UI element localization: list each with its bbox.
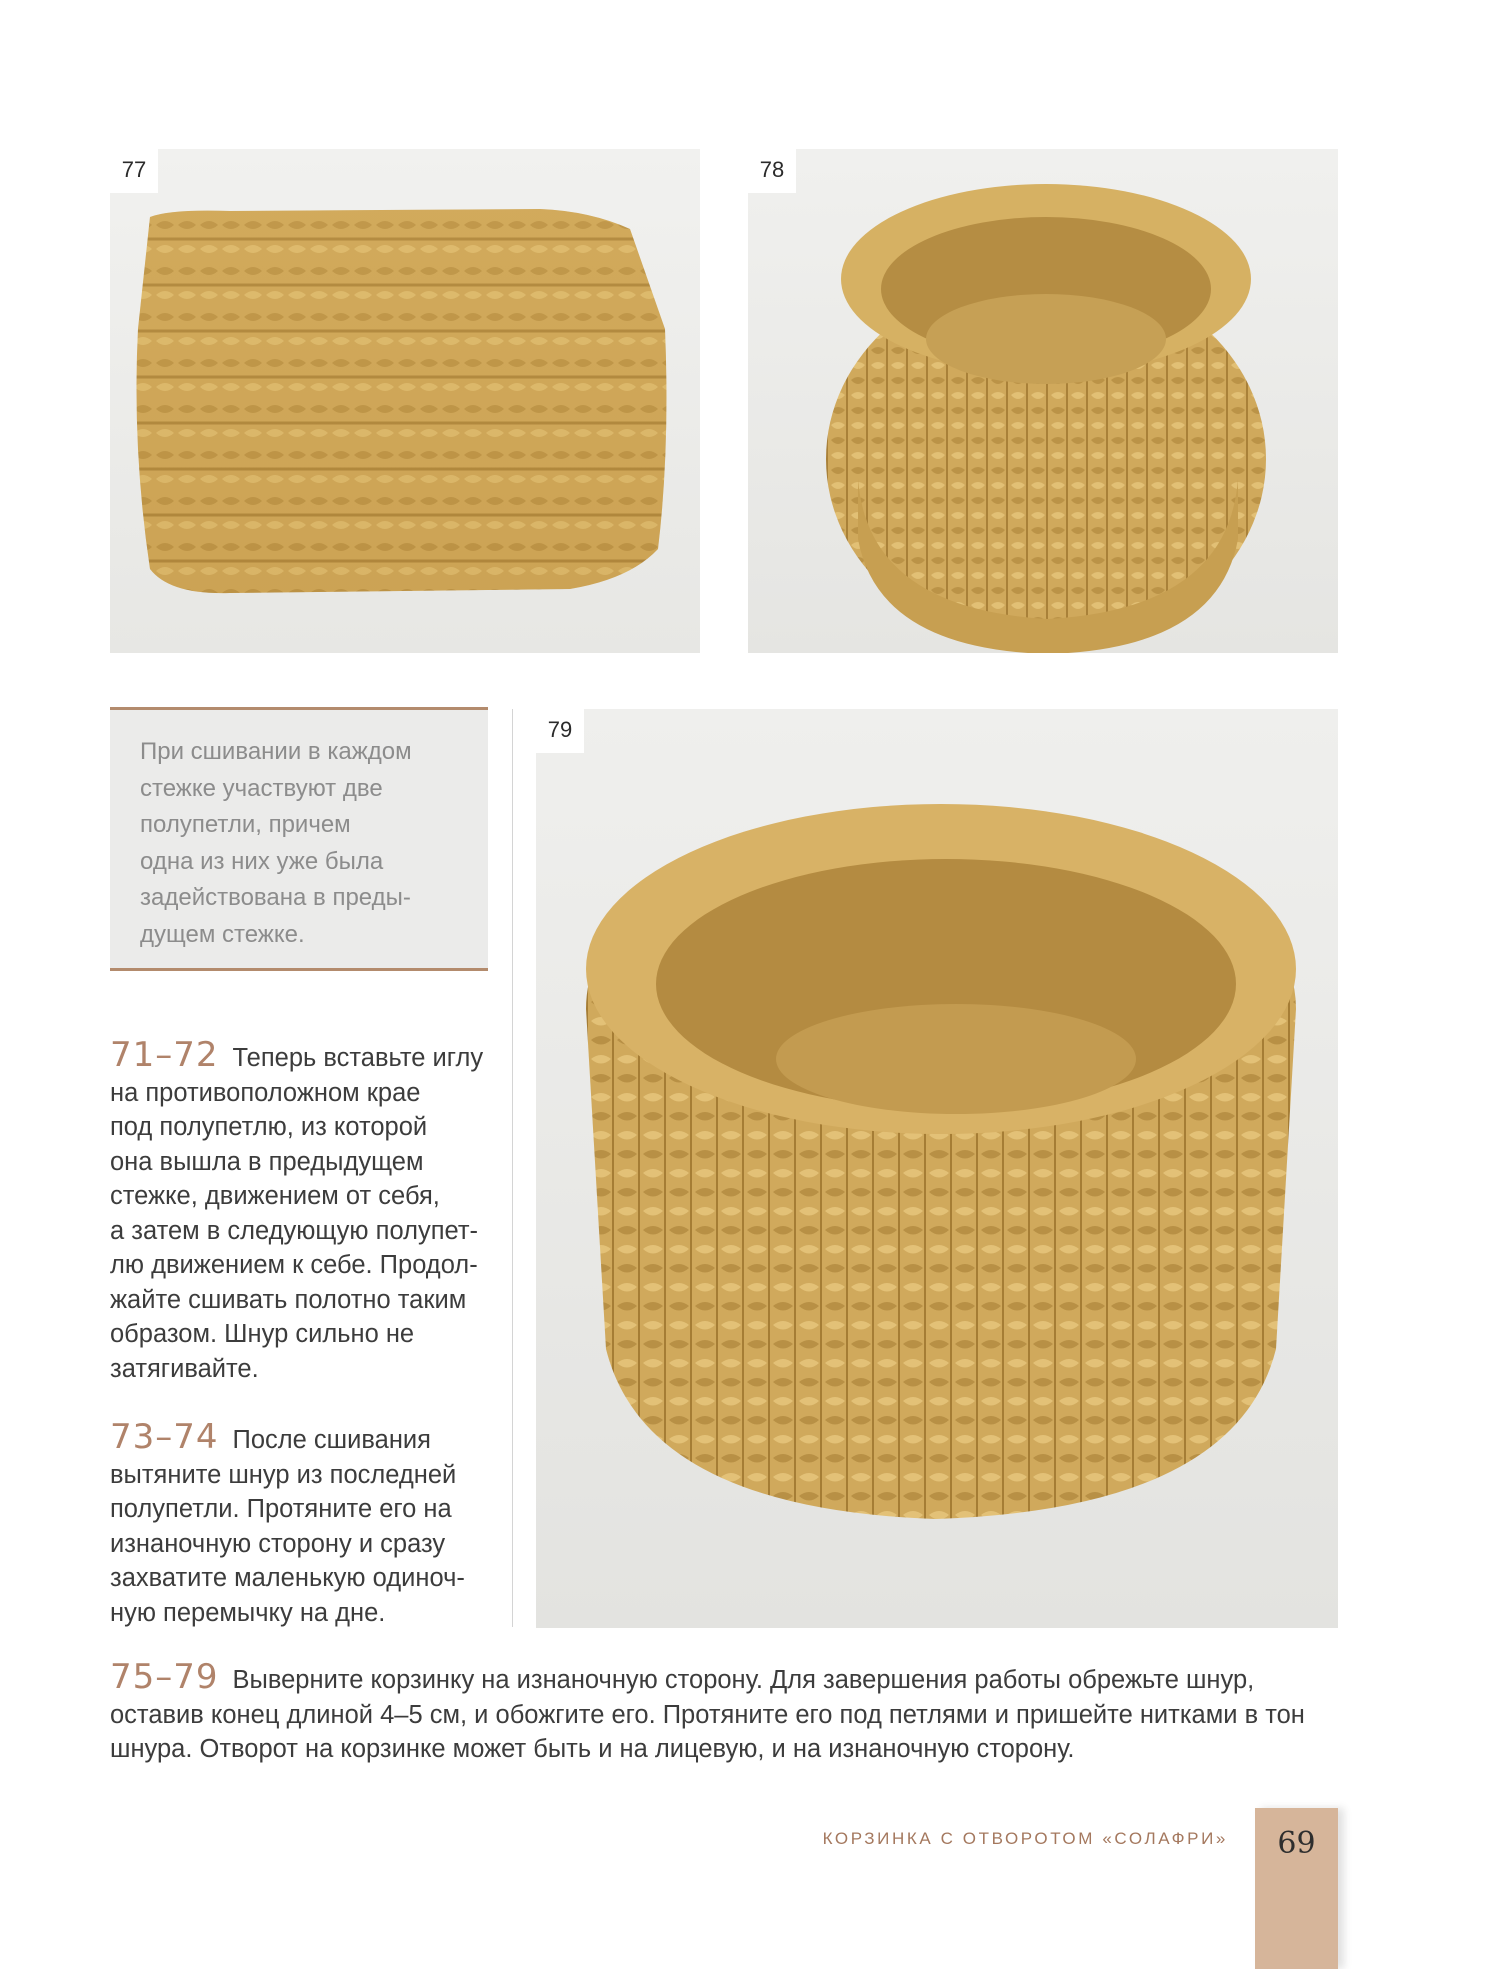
finished-basket-image bbox=[536, 709, 1338, 1628]
photo-number: 77 bbox=[110, 149, 158, 193]
photo-finished-basket bbox=[536, 709, 1338, 1628]
step-number: 71–72 bbox=[110, 1035, 219, 1075]
step-line: под полупетлю, из которой bbox=[110, 1113, 428, 1141]
step-line: захватите маленькую одиноч- bbox=[110, 1564, 465, 1592]
step-line: на противоположном крае bbox=[110, 1078, 421, 1107]
step-line: стежке, движением от себя, bbox=[110, 1182, 440, 1210]
note-line: стежке участвуют две bbox=[140, 774, 383, 802]
step-line: а затем в следующую полупет- bbox=[110, 1216, 479, 1245]
photo-number: 78 bbox=[748, 149, 796, 193]
basket-with-cuff-image bbox=[748, 149, 1338, 653]
note-line: полупетли, причем bbox=[140, 811, 351, 838]
tip-note-text bbox=[140, 734, 470, 953]
step-73-74 bbox=[110, 1417, 500, 1630]
running-footer-title: КОРЗИНКА С ОТВОРОТОМ «СОЛАФРИ» bbox=[822, 1829, 1228, 1848]
step-line: лю движением к себе. Продол- bbox=[110, 1251, 478, 1279]
step-number: 73–74 bbox=[110, 1417, 219, 1457]
tip-note-box bbox=[110, 707, 488, 971]
step-71-72 bbox=[110, 1035, 500, 1386]
step-line: полупетли. Протяните его на bbox=[110, 1495, 452, 1523]
step-75-79 bbox=[110, 1657, 1350, 1767]
note-line: одна из них уже была bbox=[140, 847, 384, 875]
step-line: вытяните шнур из последней bbox=[110, 1460, 457, 1489]
step-line: образом. Шнур сильно не bbox=[110, 1320, 415, 1348]
note-line: задействована в преды- bbox=[140, 884, 411, 911]
photo-basket-cuff bbox=[748, 149, 1338, 653]
page-number: 69 bbox=[1277, 1826, 1316, 1861]
step-line: жайте сшивать полотно таким bbox=[110, 1285, 467, 1314]
step-line: шнура. Отворот на корзинке может быть и на лицевую, и на изнаночную сторону. bbox=[110, 1735, 1075, 1763]
step-line: Теперь вставьте иглу bbox=[232, 1044, 484, 1072]
step-line: Выверните корзинку на изнаночную сторону. Для завершения работы обрежьте шнур, bbox=[232, 1666, 1255, 1694]
flat-crochet-piece-image bbox=[110, 149, 700, 653]
step-line: После сшивания bbox=[232, 1426, 431, 1454]
page-number-tab bbox=[1255, 1808, 1338, 1969]
step-line: оставив конец длиной 4–5 см, и обожгите его. Протяните его под петлями и пришейте нитками в тон bbox=[110, 1700, 1305, 1729]
photo-flat-piece bbox=[110, 149, 700, 653]
note-line: При сшивании в каждом bbox=[140, 738, 412, 765]
step-line: она вышла в предыдущем bbox=[110, 1147, 424, 1176]
column-divider bbox=[512, 709, 513, 1627]
photo-number: 79 bbox=[536, 709, 584, 753]
step-line: изнаночную сторону и сразу bbox=[110, 1529, 446, 1558]
note-line: дущем стежке. bbox=[140, 920, 305, 948]
step-number: 75–79 bbox=[110, 1657, 219, 1697]
step-line: затягивайте. bbox=[110, 1354, 259, 1383]
step-line: ную перемычку на дне. bbox=[110, 1598, 386, 1627]
